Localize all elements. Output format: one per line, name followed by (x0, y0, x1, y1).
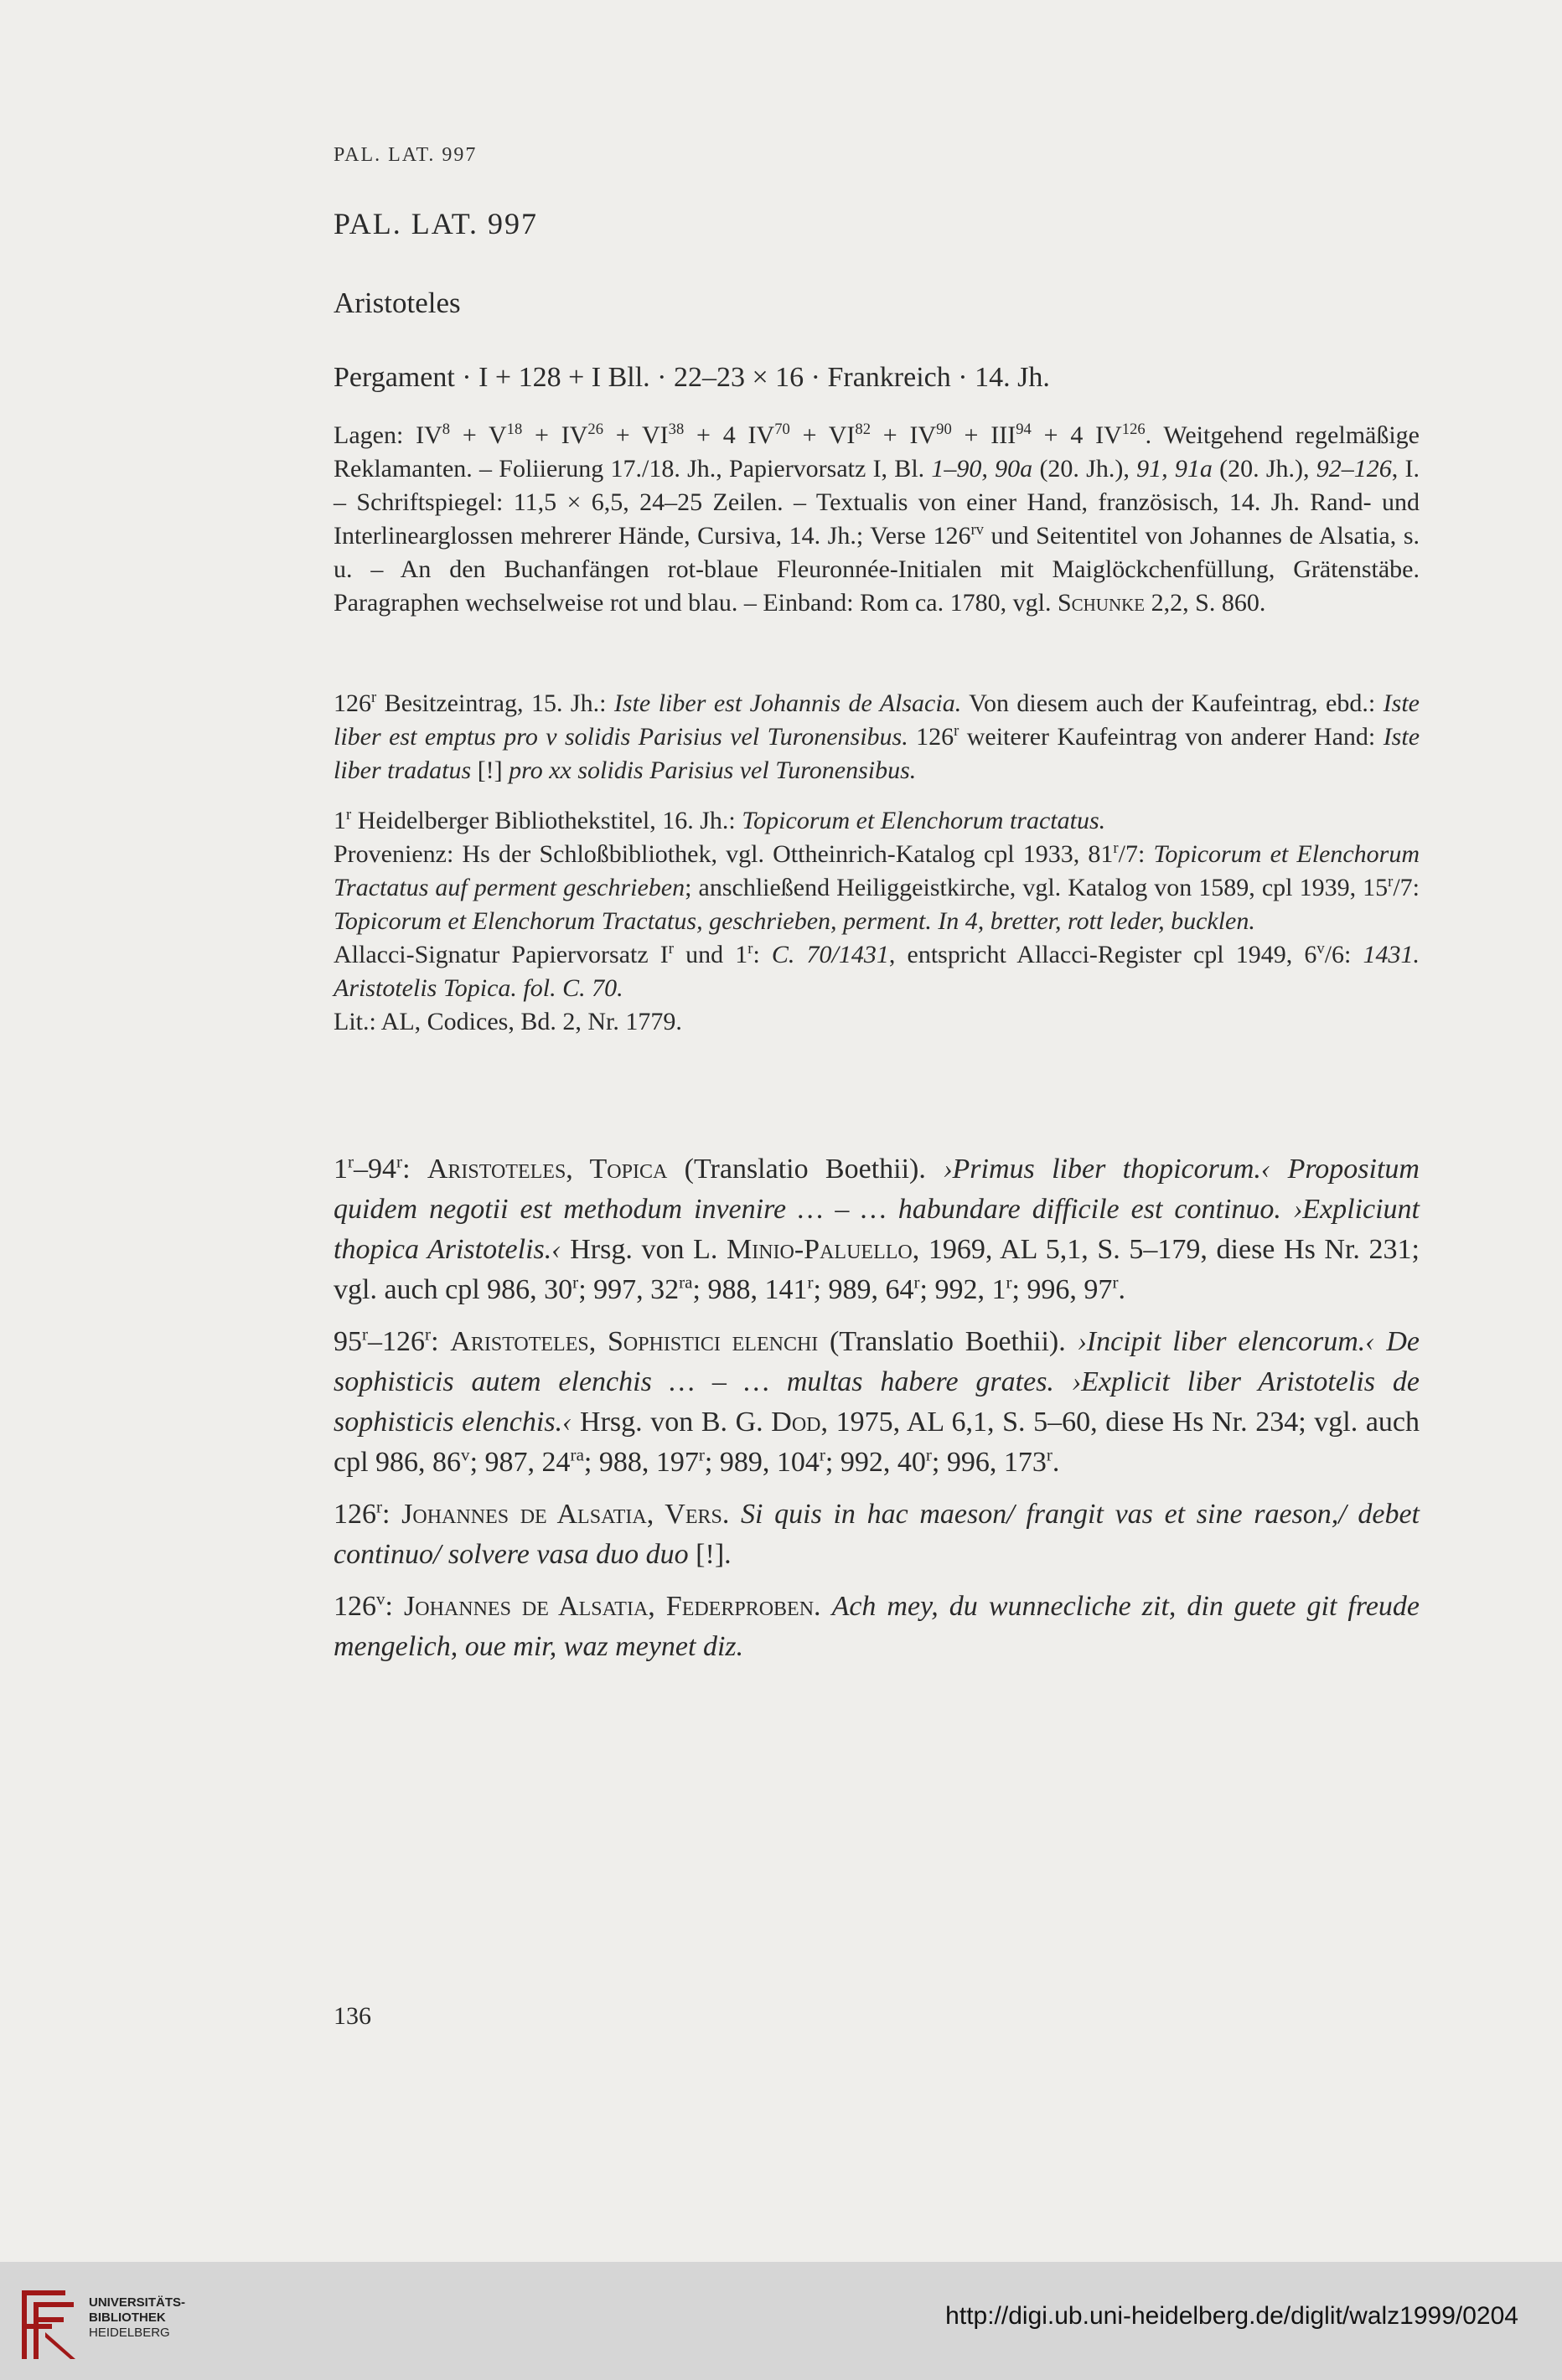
ownership-notes (334, 687, 1420, 787)
permalink-url[interactable]: http://digi.ub.uni-heidelberg.de/diglit/walz1999/0204 (945, 2302, 1518, 2330)
physical-summary: Pergament · I + 128 + I Bll. · 22–23 × 16 · Frankreich · 14. Jh. (334, 362, 1050, 393)
contents-elenchi: 95$^r$–126$^r$: Aristoteles, Sophistici elenchi (Translatio Boethii). ›Incipit liber elencorum.‹ De sophisticis autem elenchis … – … multas habere grates. ›Explicit liber Aristotelis de sophisticis elenchis.‹ Hrsg. von B. G. Dod, 1975, AL 6,1, S. 5–60, diese Hs Nr. 234; vgl. auch cpl 986, 86$^v$; 987, $24^{ra}$; 988, 197$^r$; 989, 104$^r$; 992, 40$^r$; 996, 173$^r$. (334, 1324, 1420, 1478)
contents-section (334, 1149, 1420, 1667)
literature-entry: Lit.: AL, Codices, Bd. 2, Nr. 1779. (334, 1008, 682, 1035)
page-number: 136 (334, 2002, 371, 2030)
codicological-description (334, 419, 1420, 620)
library-name (89, 2295, 185, 2341)
provenance-notes (334, 804, 1420, 1039)
author-heading: Aristoteles (334, 287, 461, 319)
library-name-line2: BIBLIOTHEK (89, 2310, 166, 2325)
running-head: PAL. LAT. 997 (334, 144, 478, 166)
provenance-entry: Provenienz: Hs der Schloßbibliothek, vgl. Ottheinrich-Katalog cpl 1933, 81$^r$/7: Topicorum et Elenchorum Tractatus auf perment geschrieben; anschließend Heiliggeistkirche, vgl. Katalog von 1589, cpl 1939, 15$^r$/7: Topicorum et Elenchorum Tractatus, geschrieben, perment. In 4, bretter, rott leder, bucklen. (334, 839, 1420, 935)
allacci-entry: Allacci-Signatur Papiervorsatz $I^r$ und 1$^r$: C. 70/1431, entspricht Allacci-Register cpl 1949, 6$^v$/6: 1431. Aristotelis Topica. fol. C. 70. (334, 940, 1420, 1002)
contents-vers: 126$^r$: Johannes de Alsatia, Vers. Si quis in hac maeson/ frangit vas et sine raeson,/ debet continuo/ solvere vasa duo duo [!]. (334, 1496, 1420, 1570)
library-name-line1: UNIVERSITÄTS- (89, 2295, 186, 2310)
shelf-title-entry: 1$^r$ Heidelberger Bibliothekstitel, 16. Jh.: Topicorum et Elenchorum tractatus. (334, 806, 1106, 834)
ownership-entry: 126$^r$ Besitzeintrag, 15. Jh.: Iste liber est Johannis de Alsacia. Von diesem auch der Kaufeintrag, ebd.: Iste liber est emptus pro v solidis Parisius vel Turonensibus. 126$^r$ weiterer Kaufeintrag von anderer Hand: Iste liber tradatus [!] pro xx solidis Parisius vel Turonensibus. (334, 689, 1420, 784)
library-name-line3: HEIDELBERG (89, 2326, 170, 2340)
shelfmark-title: PAL. LAT. 997 (334, 207, 539, 240)
library-logo-icon (15, 2284, 80, 2364)
contents-federproben: 126$^v$: Johannes de Alsatia, Federproben. Ach mey, du wunnecliche zit, din guete git freude mengelich, oue mir, waz meynet diz. (334, 1588, 1420, 1662)
contents-topica: 1$^r$–94$^r$: Aristoteles, Topica (Translatio Boethii). ›Primus liber thopicorum.‹ Propositum quidem negotii est methodum invenire … – … habundare difficile est continuo. ›Expliciunt thopica Aristotelis.‹ Hrsg. von L. Minio-Paluello, 1969, AL 5,1, S. 5–179, diese Hs Nr. 231; vgl. auch cpl 986, 30$^r$; 997, $32^{ra}$; 988, 141$^r$; 989, 64$^r$; 992, 1$^r$; 996, 97$^r$. (334, 1151, 1420, 1305)
footer-bar (0, 2262, 1562, 2380)
quire-description: Lagen: $IV^8 + V^{18} + IV^{26} + VI^{38} + 4$ $IV^{70} + VI^{82} + IV^{90} + III^{94} + 4$ IV$^{126}$. Weitgehend regelmäßige Reklamanten. – Foliierung 17./18. Jh., Papiervorsatz I, Bl. 1–90, 90a (20. Jh.), 91, 91a (20. Jh.), 92–126, I. – Schriftspiegel: 11,5 × 6,5, 24–25 Zeilen. – Textualis von einer Hand, französisch, 14. Jh. Rand- und Interlinearglossen mehrerer Hände, Cursiva, 14. Jh.; Verse $126^{rv}$ und Seitentitel von Johannes de Alsatia, s. u. – An den Buchanfängen rot-blaue Fleuronnée-Initialen mit Maiglöckchenfüllung, Grätenstäbe. Paragraphen wechselweise rot und blau. – Einband: Rom ca. 1780, vgl. Schunke 2,2, S. 860. (334, 421, 1420, 617)
